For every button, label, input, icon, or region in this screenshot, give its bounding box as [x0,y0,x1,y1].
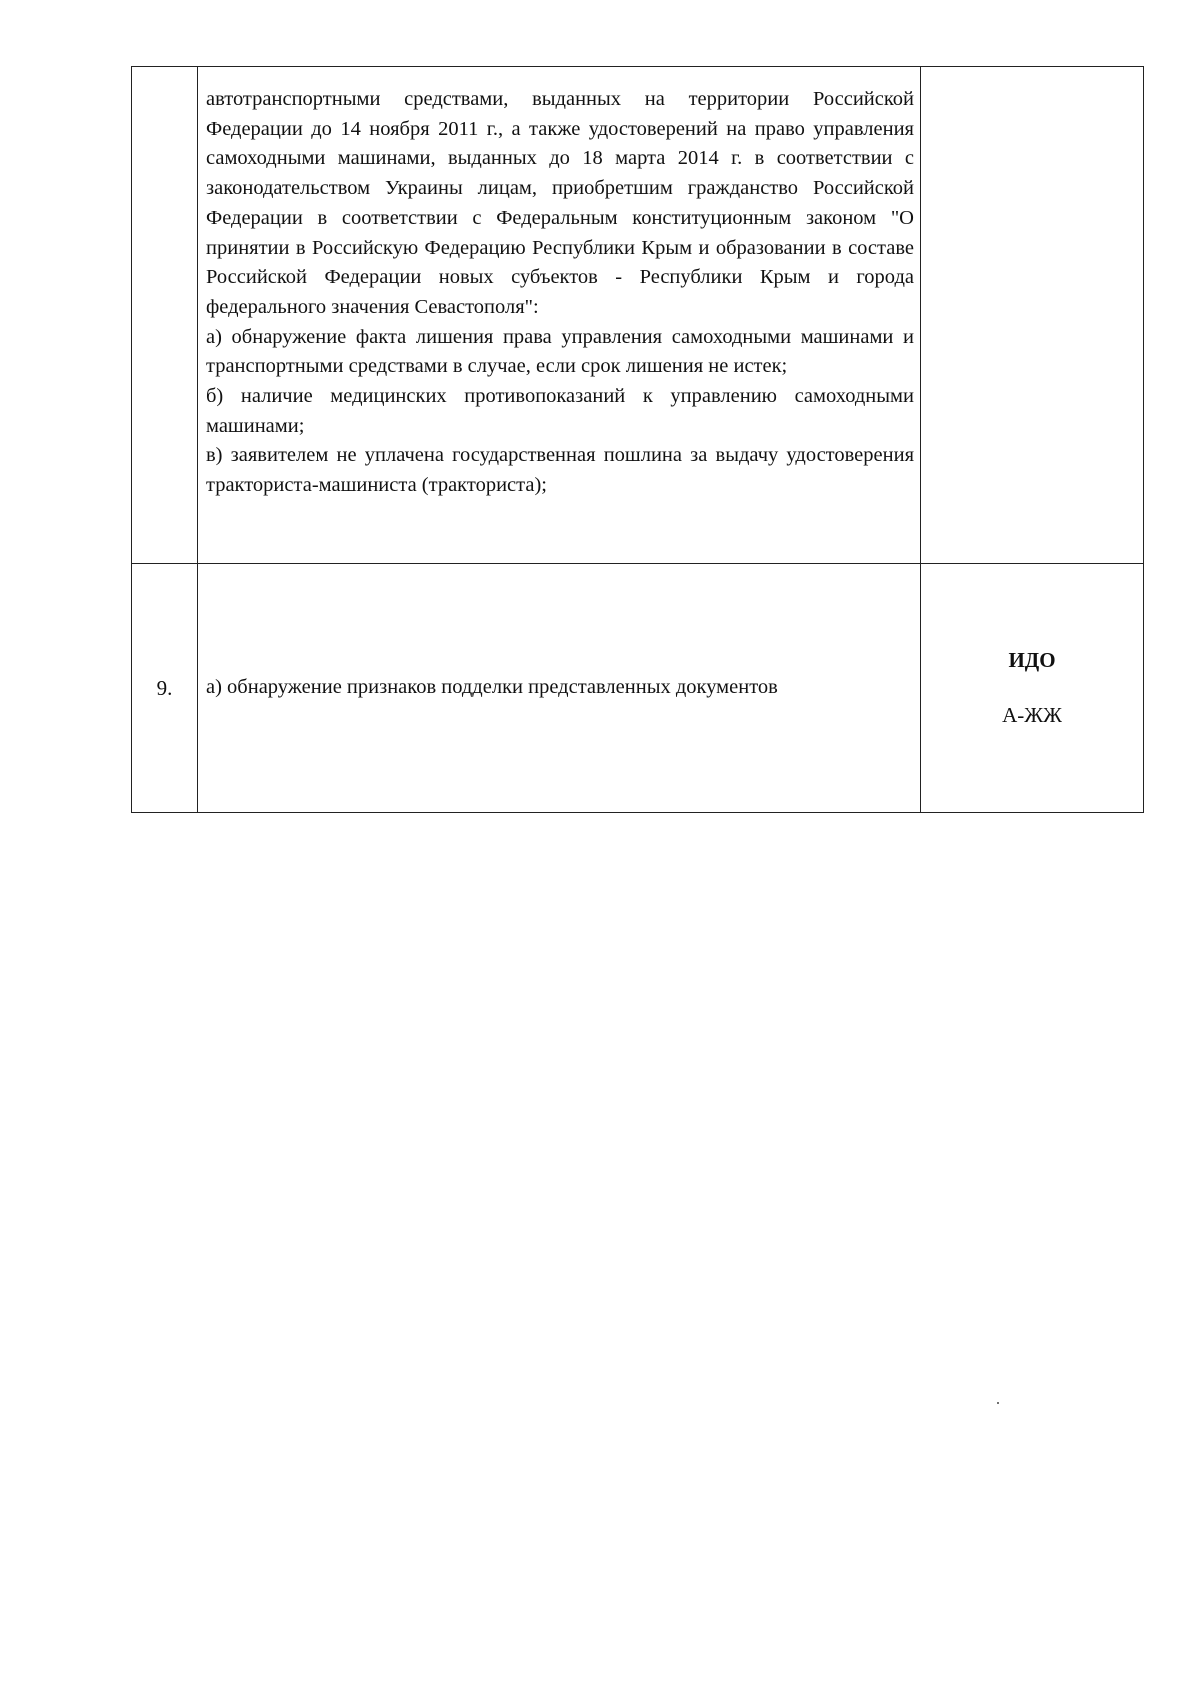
scan-speck [997,1402,999,1404]
row-code-cell [921,67,1144,564]
paragraph: а) обнаружение признаков подделки представленных документов [206,676,778,699]
paragraph: б) наличие медицинских противопоказаний к управлению самоходными машинами; [206,385,914,437]
table-row [132,67,1144,564]
paragraph: а) обнаружение факта лишения права управления самоходными машинами и транспортными средствами в случае, если срок лишения не истек; [206,325,914,378]
document-table [131,66,1144,813]
paragraph: автотранспортными средствами, выданных на территории Российской Федерации до 14 ноября 2011 г., а также удостоверений на право управления самоходными машинами, выданных до 18 марта 2014 г. в соответствии с законодательством Украины лицам, приобретшим гражданство Российской Федерации в соответствии с Федеральным конституционным законом "О принятии в Российскую Федерацию Республики Крым и образовании в составе Российской Федерации новых субъектов - Республики Крым и города федерального значения Севастополя": [206,88,914,318]
row-number-cell [132,564,198,813]
row-number: 9. [156,675,173,700]
code-main: ИДО [1008,648,1056,672]
row-text-cell [198,67,921,564]
table-row [132,564,1144,813]
paragraph: в) заявителем не уплачена государственная пошлина за выдачу удостоверения тракториста-машиниста (тракториста); [206,444,914,497]
row-text-cell [198,564,921,813]
row-number-cell [132,67,198,564]
code-sub: А-ЖЖ [1002,703,1062,727]
row-code-cell [921,564,1144,813]
